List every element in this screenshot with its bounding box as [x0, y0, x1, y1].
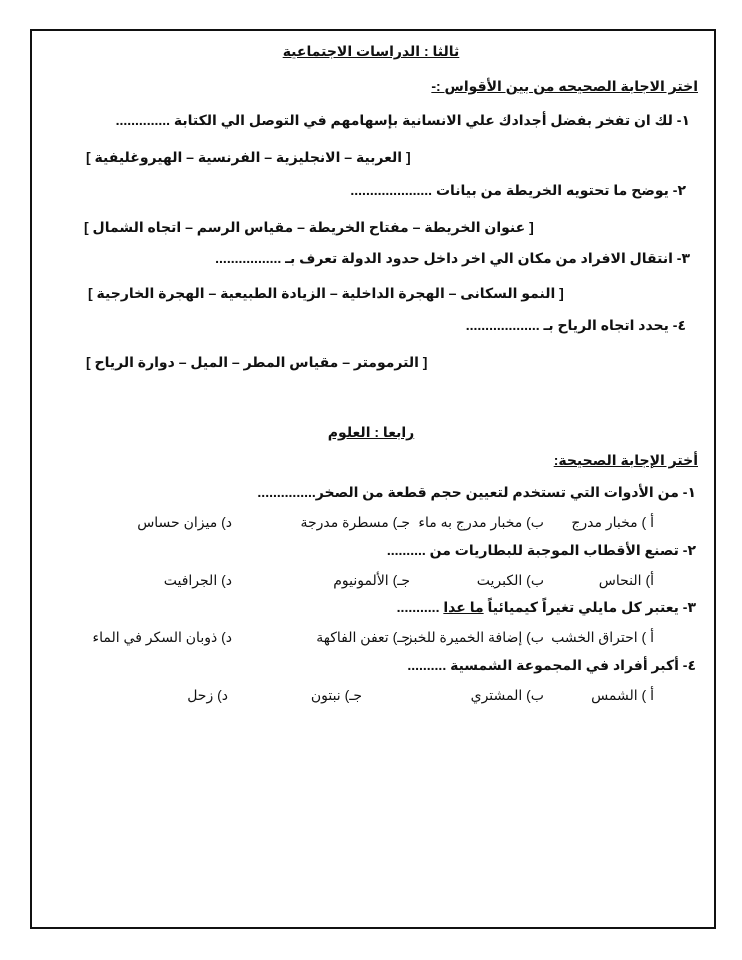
option-d: د) ميزان حساس	[137, 514, 232, 530]
social-question-3: ٣- انتقال الافراد من مكان الي اخر داخل حدود الدولة تعرف بـ .................	[215, 250, 690, 266]
science-question-1: ١- من الأدوات التي تستخدم لتعيين حجم قطعة من الصخر...............	[257, 484, 696, 500]
science-title: رابعا : العلوم	[327, 424, 415, 440]
option-c: جـ) تعفن الفاكهة	[316, 629, 410, 645]
option-c: جـ) مسطرة مدرجة	[300, 514, 410, 530]
social-options-2: [ عنوان الخريطة – مفتاح الخريطة – مقياس الرسم – اتجاه الشمال ]	[84, 219, 534, 235]
social-question-1: ١- لك ان تفخر بفضل أجدادك علي الانسانية بإسهامهم في التوصل الي الكتابة ..............	[115, 112, 690, 128]
option-b: ب) المشتري	[470, 687, 544, 703]
option-b: ب) الكبريت	[476, 572, 544, 588]
social-options-3: [ النمو السكانى – الهجرة الداخلية – الزيادة الطبيعية – الهجرة الخارجية ]	[88, 285, 564, 301]
question-text: ٣- يعتبر كل مايلي تغيراً كيميائياً	[483, 599, 696, 615]
social-options-1: [ العربية – الانجليزية – الفرنسية – الهيروغليفية ]	[86, 149, 411, 165]
question-emphasis: ما عدا	[443, 599, 484, 615]
option-d: د) ذوبان السكر في الماء	[92, 629, 232, 645]
science-question-2: ٢- تصنع الأقطاب الموجبة للبطاريات من ..........	[386, 542, 696, 558]
science-question-3	[397, 598, 696, 616]
social-instruction: اختر الاجابة الصحيحه من بين الأقواس :-	[431, 78, 698, 94]
science-instruction: أختر الإجابة الصحيحة:	[553, 452, 698, 468]
question-blank: ...........	[396, 599, 444, 615]
option-a: أ ) مخبار مدرج	[571, 514, 654, 530]
social-question-2: ٢- يوضح ما تحتويه الخريطة من بيانات .....................	[350, 182, 686, 198]
option-d: د) زحل	[187, 687, 228, 703]
social-options-4: [ الترمومتر – مقياس المطر – الميل – دوارة الرياح ]	[86, 354, 428, 370]
option-c: جـ) الألمونيوم	[333, 572, 410, 588]
option-b: ب) مخبار مدرج به ماء	[418, 514, 544, 530]
option-a: أ ) الشمس	[591, 687, 654, 703]
social-studies-title: ثالثا : الدراسات الاجتماعية	[282, 43, 460, 59]
option-a: أ) النحاس	[598, 572, 654, 588]
option-d: د) الجرافيت	[163, 572, 232, 588]
option-a: أ ) احتراق الخشب	[551, 629, 654, 645]
option-c: جـ) نبتون	[310, 687, 362, 703]
option-b: ب) إضافة الخميرة للخبز	[405, 629, 544, 645]
social-question-4: ٤- يحدد اتجاه الرياح بـ ...................	[465, 317, 686, 333]
science-question-4: ٤- أكبر أفراد في المجموعة الشمسية ..........	[407, 657, 696, 673]
